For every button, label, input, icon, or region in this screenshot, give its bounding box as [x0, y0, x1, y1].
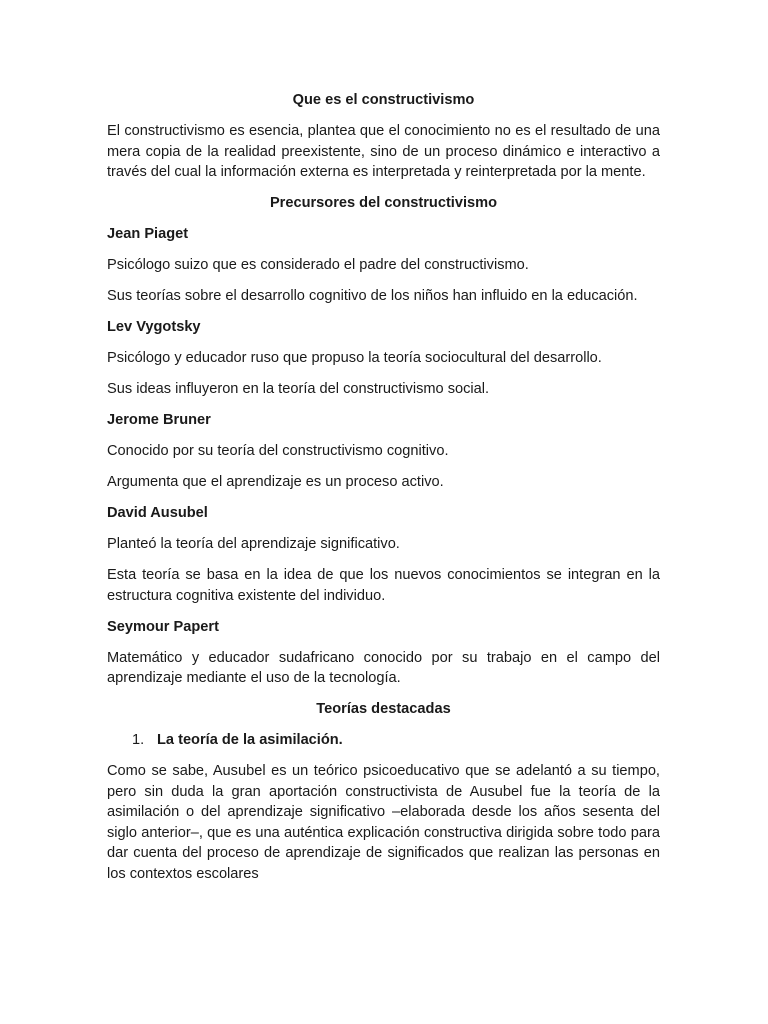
precursor-name: Jean Piaget [107, 226, 189, 242]
document-title: Que es el constructivismo [292, 92, 475, 108]
theory-list-item [107, 730, 660, 751]
precursor-line: Sus ideas influyeron en la teoría del constructivismo social. [107, 381, 490, 397]
intro-paragraph: El constructivismo es esencia, plantea que el conocimiento no es el resultado de una mera copia de la realidad preexistente, sino de un proceso dinámico e interactivo a través del cual la información externa es interpretada y reinterpretada por la mente. [107, 123, 660, 180]
precursor-line: Matemático y educador sudafricano conocido por su trabajo en el campo del aprendizaje mediante el uso de la tecnología. [107, 649, 660, 686]
precursor-line: Argumenta que el aprendizaje es un proceso activo. [107, 474, 444, 490]
theory-title: La teoría de la asimilación. [157, 732, 343, 748]
precursor-name: David Ausubel [107, 505, 208, 521]
document-page [107, 90, 660, 895]
precursor-line: Conocido por su teoría del constructivismo cognitivo. [107, 443, 449, 459]
precursor-line: Psicólogo suizo que es considerado el padre del constructivismo. [107, 257, 529, 273]
precursor-line: Esta teoría se basa en la idea de que los nuevos conocimientos se integran en la estructura cognitiva existente del individuo. [107, 567, 660, 604]
precursor-line: Planteó la teoría del aprendizaje significativo. [107, 536, 400, 552]
theory-paragraph: Como se sabe, Ausubel es un teórico psicoeducativo que se adelantó a su tiempo, pero sin duda la gran aportación constructivista de Ausubel fue la teoría de la asimilación o del aprendizaje significativo –elaborada desde los años sesenta del siglo anterior–, que es una auténtica explicación constructiva dirigida sobre todo para dar cuenta del proceso de aprendizaje de significados que realizan las personas en los contextos escolares [107, 763, 660, 882]
list-number: 1. [132, 732, 145, 748]
precursor-line: Psicólogo y educador ruso que propuso la teoría sociocultural del desarrollo. [107, 350, 602, 366]
precursor-name: Lev Vygotsky [107, 319, 201, 335]
precursor-line: Sus teorías sobre el desarrollo cognitivo de los niños han influido en la educación. [107, 288, 638, 304]
precursor-name: Jerome Bruner [107, 412, 211, 428]
precursor-name: Seymour Papert [107, 618, 219, 635]
precursors-title: Precursores del constructivismo [269, 195, 498, 211]
theories-title: Teorías destacadas [316, 701, 451, 717]
